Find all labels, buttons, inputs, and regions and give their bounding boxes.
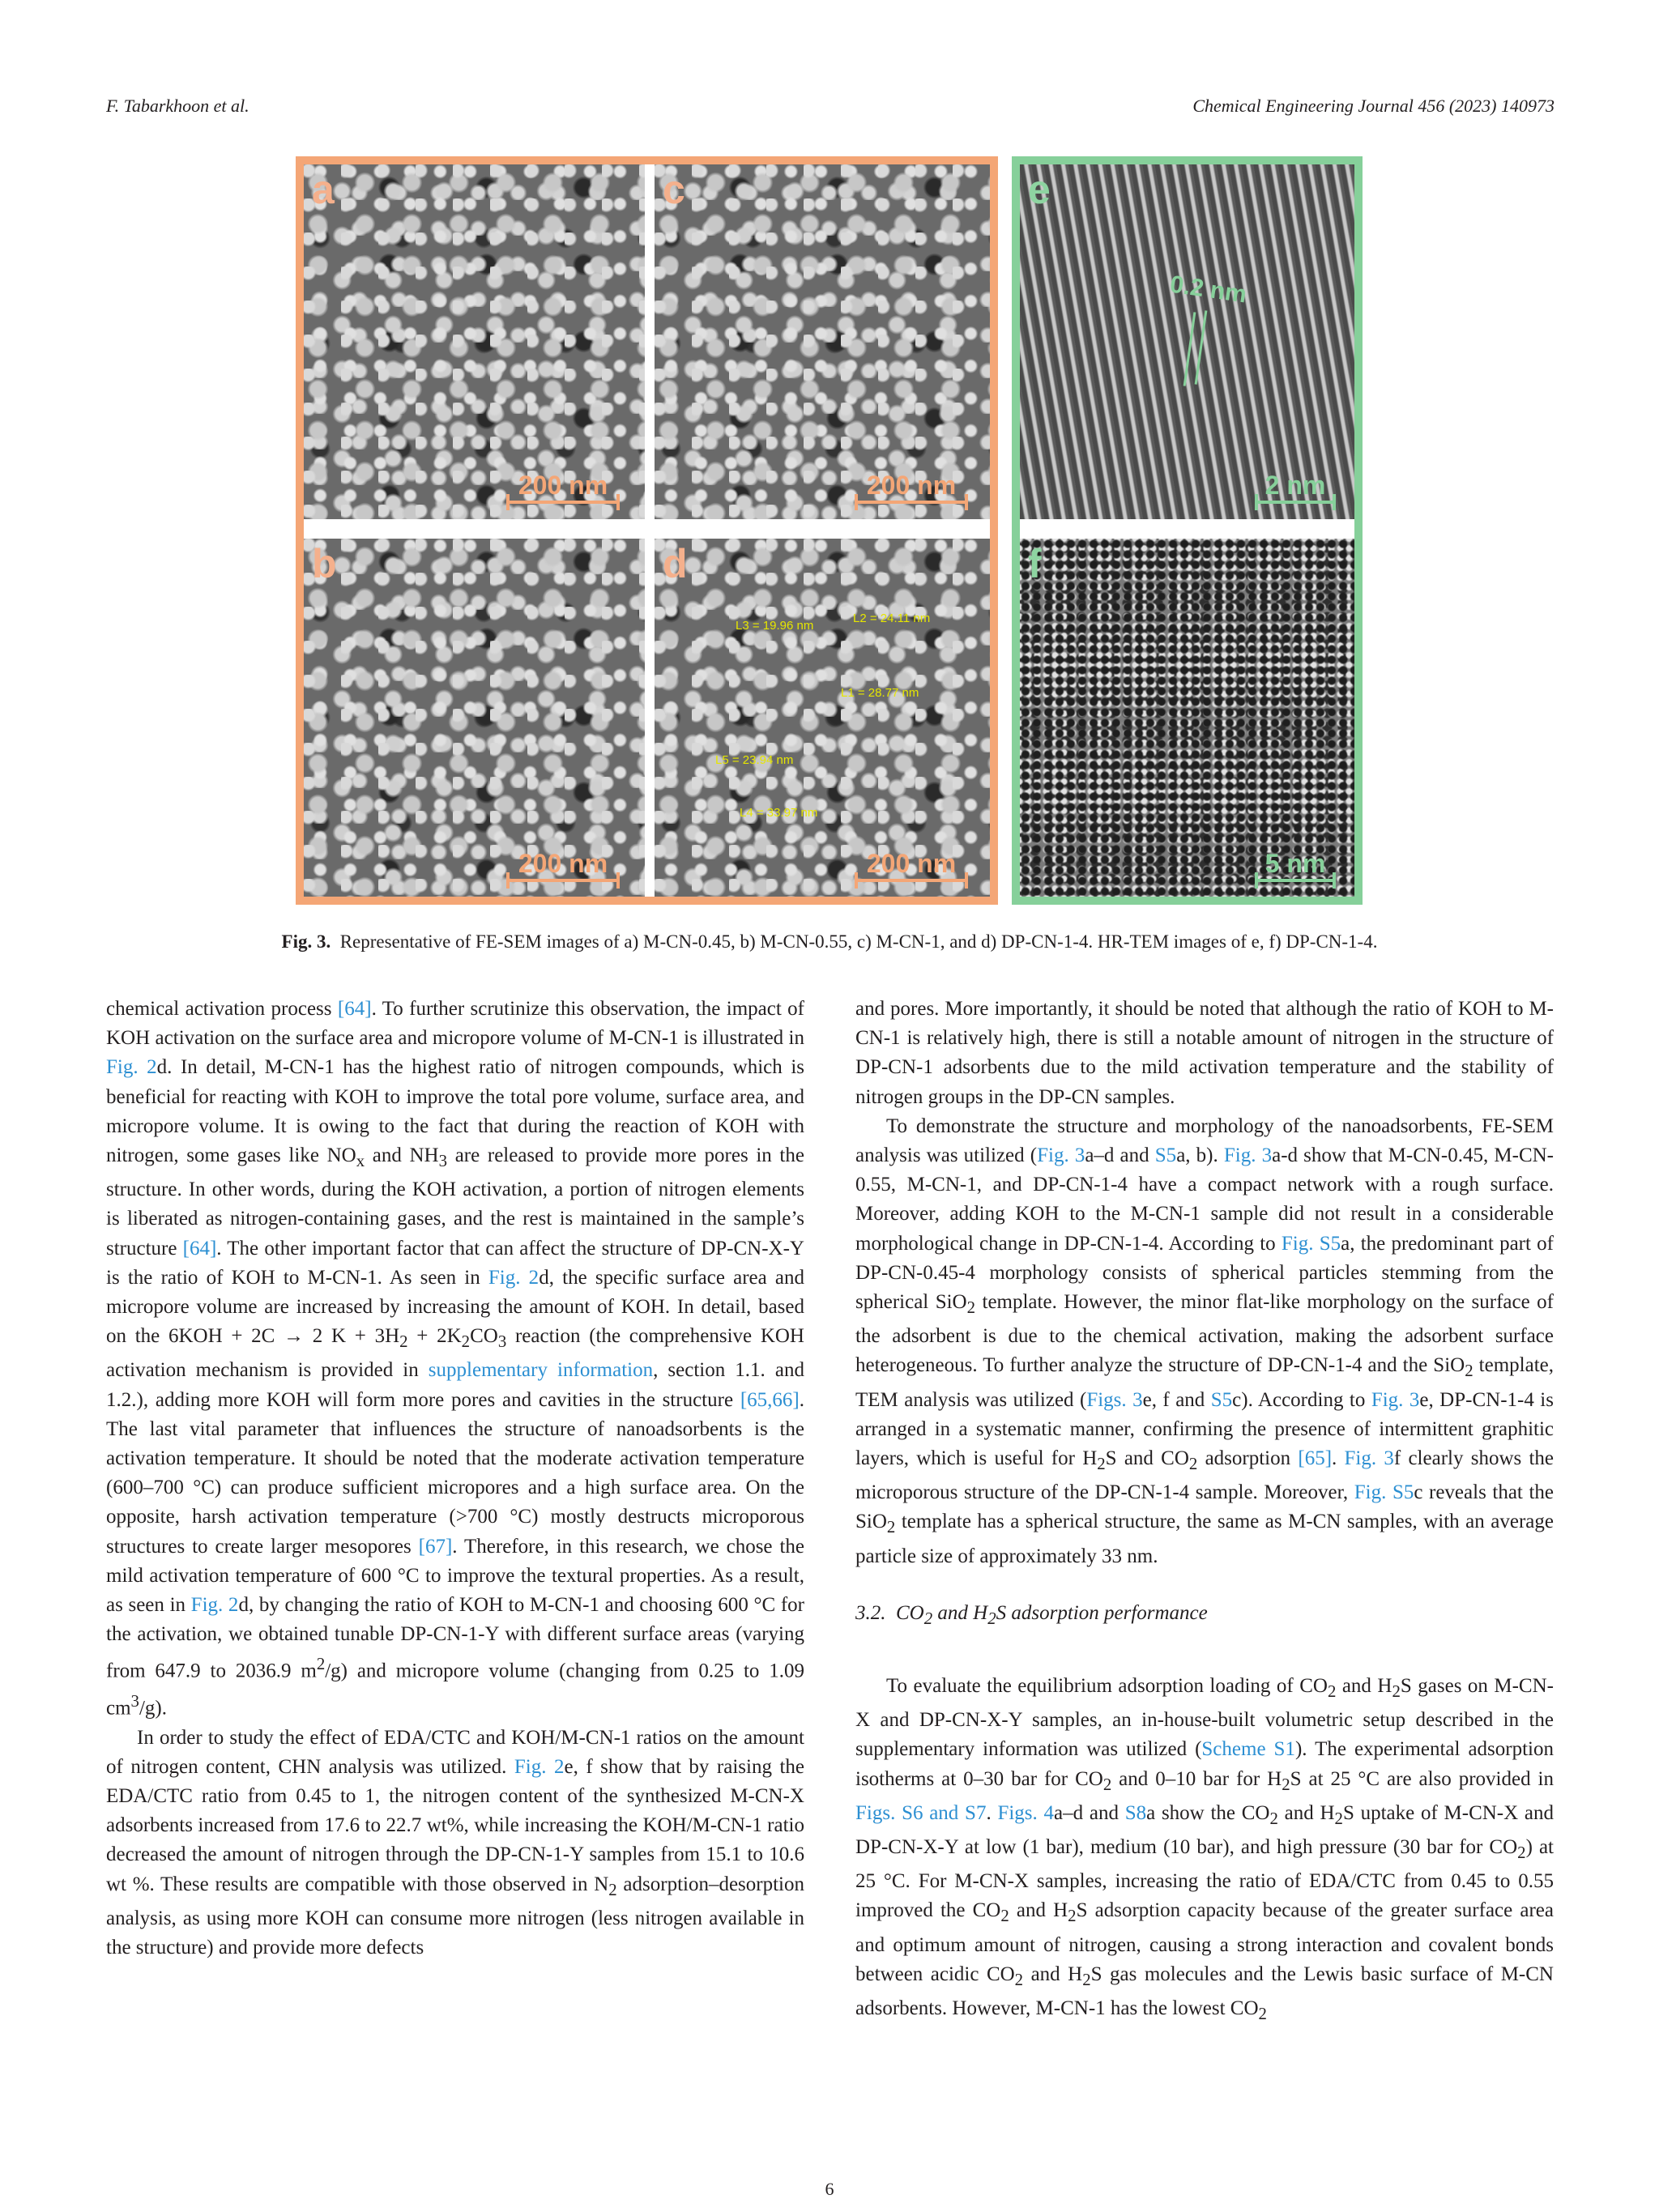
figure-link[interactable]: Fig. 2 <box>488 1266 539 1289</box>
figure-link[interactable]: S5 <box>1154 1144 1177 1167</box>
figure-link[interactable]: Fig. 2 <box>190 1594 239 1617</box>
section-heading: 3.2. $CO_2$ and $H_2S$ adsorption performance <box>855 1601 1208 1628</box>
figure-link[interactable]: Figs. 3 <box>1086 1388 1143 1411</box>
scale-bar-f: 5 nm <box>1255 849 1336 882</box>
right-column <box>855 995 1554 2028</box>
figure-link[interactable]: Fig. 3 <box>1371 1388 1420 1411</box>
measurement-l2: L2 = 24.11 nm <box>853 612 931 625</box>
paragraph: and pores. More importantly, it should be noted that although the ratio of KOH to M-CN-1 is relatively high, there is still a notable amount of nitrogen in the structure of DP-CN-1 adsorbents due to the mild activation temperature and the stability of nitrogen groups in the DP-CN samples. <box>855 998 1554 1108</box>
panel-letter-e: e <box>1028 167 1051 212</box>
lattice-marker-line <box>1183 312 1196 386</box>
sem-figure-frame <box>296 156 998 905</box>
citation-link[interactable]: [64] <box>182 1237 217 1259</box>
figure-link[interactable]: S8 <box>1124 1801 1147 1824</box>
figure-link[interactable]: S5 <box>1210 1388 1233 1411</box>
measurement-l1: L1 = 28.77 nm <box>841 686 919 700</box>
figure-link[interactable]: Fig. S5 <box>1281 1232 1341 1255</box>
figure-link[interactable]: Fig. 3 <box>1344 1447 1394 1470</box>
scale-bar-a: 200 nm <box>506 471 620 504</box>
figure-label: Fig. 3. <box>281 931 331 952</box>
running-header-journal: Chemical Engineering Journal 456 (2023) 140973 <box>1192 96 1555 116</box>
measurement-l4: L4 = 33.97 nm <box>740 806 818 820</box>
figure-caption <box>0 931 1659 953</box>
sem-panel-c <box>655 164 990 519</box>
citation-link[interactable]: [64] <box>337 998 372 1020</box>
figure-link[interactable]: Figs. 4 <box>997 1801 1055 1824</box>
figure-link[interactable]: Fig. 2 <box>106 1056 157 1079</box>
figure-link[interactable]: Fig. 2 <box>514 1755 565 1778</box>
citation-link[interactable]: [65] <box>1298 1447 1333 1470</box>
supplementary-link[interactable]: supplementary information <box>428 1359 654 1382</box>
scale-bar-d: 200 nm <box>855 849 968 882</box>
figure-link[interactable]: Fig. 3 <box>1223 1144 1273 1167</box>
paragraph: In order to study the effect of EDA/CTC and KOH/M-CN-1 ratios on the amount of nitrogen content, CHN analysis was utilized. Fig. 2e, f show that by raising the EDA/CTC ratio from 0.45 to 1, the nitrogen content of the synthesized M-CN-X adsorbents increased from 17.6 to 22.7 wt%, while increasing the KOH/M-CN-1 ratio decreased the amount of nitrogen through the DP-CN-1-Y samples from 15.1 to 10.6 wt %. These results are compatible with those observed in $N_2$ adsorption–desorption analysis, as using more KOH can consume more nitrogen (less nitrogen available in the structure) and provide more defects <box>106 1726 805 1958</box>
panel-letter-c: c <box>663 167 685 212</box>
panel-letter-b: b <box>312 541 337 586</box>
citation-link[interactable]: [65,66] <box>740 1388 800 1411</box>
figure-link[interactable]: Fig. S5 <box>1354 1481 1414 1504</box>
panel-letter-d: d <box>663 541 688 586</box>
running-header-authors: F. Tabarkhoon et al. <box>106 96 249 116</box>
lattice-marker-line <box>1195 310 1208 385</box>
paragraph: chemical activation process [64]. To further scrutinize this observation, the impact of KOH activation on the surface area and micropore volume of M-CN-1 is illustrated in Fig. 2d. In detail, M-CN-1 has the highest ratio of nitrogen compounds, which is beneficial for reacting with KOH to improve the total pore volume, surface area, and micropore volume. It is owing to the fact that during the reaction of KOH with nitrogen, some gases like $NO_x$ and $NH_3$ are released to provide more pores in the structure. In other words, during the KOH activation, a portion of nitrogen elements is liberated as nitrogen-containing gases, and the rest is maintained in the sample’s structure [64]. The other important factor that can affect the structure of DP-CN-X-Y is the ratio of KOH to M-CN-1. As seen in Fig. 2d, the specific surface area and micropore volume are increased by increasing the amount of KOH. In detail, based on the 6KOH + 2C → 2 $K + 3H_2 + 2K_2CO_3$ reaction (the comprehensive KOH activation mechanism is provided in supplementary information, section 1.1. and 1.2.), adding more KOH will form more pores and cavities in the structure [65,66]. The last vital parameter that influences the structure of nanoadsorbents is the activation temperature. It should be noted that the moderate activation temperature (600–700 °C) can produce sufficient micropores and a high surface area. On the opposite, harsh activation temperature (>700 °C) mostly destructs microporous structures to create larger mesopores [67]. Therefore, in this research, we chose the mild activation temperature of 600 °C to improve the textural properties. As a result, as seen in Fig. 2d, by changing the ratio of KOH to M-CN-1 and choosing 600 °C for the activation, we obtained tunable DP-CN-1-Y with different surface areas (varying from 647.9 to 2036.9 $m^2/g$) and micropore volume (changing from 0.25 to 1.09 $cm^3/g$). <box>106 998 804 1720</box>
paragraph: To evaluate the equilibrium adsorption loading of $CO_2$ and $H_2S$ gases on M-CN-X and DP-CN-X-Y samples, an in-house-built volumetric setup described in the supplementary information was utilized (Scheme S1). The experimental adsorption isotherms at 0–30 bar for $CO_2$ and 0–10 bar for $H_2S$ at 25 °C are also provided in Figs. S6 and S7. Figs. 4a–d and S8a show the $CO_2$ and $H_2S$ uptake of M-CN-X and DP-CN-X-Y at low (1 bar), medium (10 bar), and high pressure (30 bar for $CO_2$) at 25 °C. For M-CN-X samples, increasing the ratio of EDA/CTC from 0.45 to 0.55 improved the $CO_2$ and $H_2S$ adsorption capacity because of the greater surface area and optimum amount of nitrogen, causing a strong interaction and covalent bonds between acidic $CO_2$ and $H_2S$ gas molecules and the Lewis basic surface of M-CN adsorbents. However, M-CN-1 has the lowest $CO_2$ <box>855 1675 1555 2024</box>
left-column <box>106 995 804 1963</box>
tem-panel-f <box>1020 539 1354 897</box>
citation-link[interactable]: [67] <box>418 1535 453 1558</box>
scale-bar-b: 200 nm <box>506 849 620 882</box>
lattice-spacing-label: 0.2 nm <box>1168 271 1248 309</box>
figure-link[interactable]: Fig. 3 <box>1037 1144 1085 1167</box>
panel-letter-a: a <box>312 167 335 212</box>
sem-panel-a <box>304 164 645 519</box>
page-number: 6 <box>825 2179 834 2199</box>
measurement-l3: L3 = 19.96 nm <box>736 619 814 633</box>
tem-panel-e <box>1020 164 1354 519</box>
scale-bar-c: 200 nm <box>855 471 968 504</box>
tem-figure-frame <box>1012 156 1363 905</box>
scheme-link[interactable]: Scheme S1 <box>1201 1738 1295 1761</box>
figure-link[interactable]: Figs. S6 and S7 <box>855 1801 987 1824</box>
sem-panel-d <box>655 539 990 897</box>
scale-bar-e: 2 nm <box>1255 471 1336 504</box>
sem-panel-b <box>304 539 645 897</box>
panel-letter-f: f <box>1028 541 1042 586</box>
figure-caption-text: Representative of FE-SEM images of a) M-CN-0.45, b) M-CN-0.55, c) M-CN-1, and d) DP-CN-1-4. HR-TEM images of e, f) DP-CN-1-4. <box>339 931 1378 952</box>
paragraph: To demonstrate the structure and morphology of the nanoadsorbents, FE-SEM analysis was utilized (Fig. 3a–d and S5a, b). Fig. 3a-d show that M-CN-0.45, M-CN-0.55, M-CN-1, and DP-CN-1-4 have a compact network with a rough surface. Moreover, adding KOH to the M-CN-1 sample did not result in a considerable morphological change in DP-CN-1-4. According to Fig. S5a, the predominant part of DP-CN-0.45-4 morphology consists of spherical particles stemming from the spherical SiO$_2$ template. However, the minor flat-like morphology on the surface of the adsorbent is due to the chemical activation, making the adsorbent surface heterogeneous. To further analyze the structure of DP-CN-1-4 and the SiO$_2$ template, TEM analysis was utilized (Figs. 3e, f and S5c). According to Fig. 3e, DP-CN-1-4 is arranged in a systematic manner, confirming the presence of intermittent graphitic layers, which is useful for $H_2S$ and $CO_2$ adsorption [65]. Fig. 3f clearly shows the microporous structure of the DP-CN-1-4 sample. Moreover, Fig. S5c reveals that the SiO$_2$ template has a spherical structure, the same as M-CN samples, with an average particle size of approximately 33 nm. <box>855 1115 1555 1567</box>
measurement-l5: L5 = 23.94 nm <box>715 753 794 767</box>
